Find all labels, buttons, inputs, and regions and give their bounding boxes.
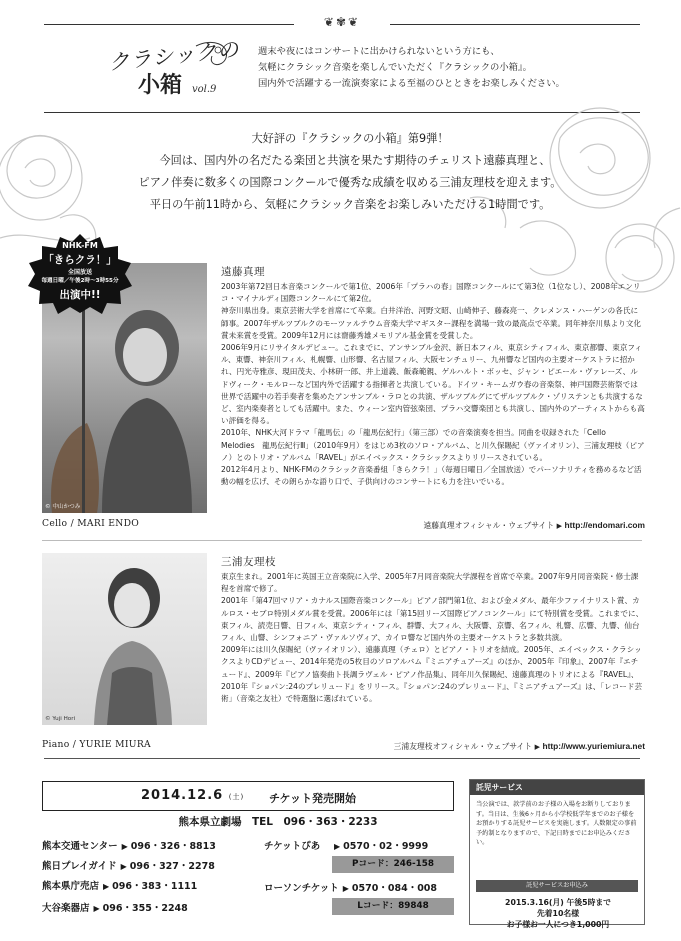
venue-contact: 熊本県立劇場 TEL 096・363・2233 [178, 816, 378, 828]
agency-name: ローソンチケット [264, 883, 339, 894]
arrow-right-icon: ▶ [534, 743, 540, 751]
bio-paragraph: 神奈川県出身。東京芸術大学を首席にて卒業。白井洋治、河野文昭、山崎伸子、藤森亮一、クレメンス・ハーゲンの各氏に師事。2007年ザルツブルクのモーツァルテウム音楽大学マギスター課程を満場一致の最高点で卒業。同年神奈川県より文化賞未来賞を受賞。2009年12月には齋藤秀雄メモリアル基金賞を受賞した。 [221, 306, 642, 340]
intro-text [258, 44, 658, 92]
arrow-right-icon: ▶ [121, 842, 128, 851]
outlet-item [42, 878, 197, 892]
lead-line: ピアノ伴奏に数多くの国際コンクールで優秀な成績を収める三浦友理枝を迎えます。 [138, 176, 562, 189]
arrow-right-icon: ▶ [120, 862, 127, 871]
agency-name: チケットぴあ [264, 841, 321, 852]
intro-line: 週末や夜にはコンサートに出かけられないという方にも、 [258, 46, 500, 57]
agency-item [264, 880, 437, 894]
outlet-name: 大谷楽器店 [42, 903, 90, 914]
ticket-sale-box [42, 781, 454, 811]
bottom-divider [44, 758, 640, 759]
outlet-tel: 096・383・1111 [112, 881, 198, 892]
outlet-tel: 096・327・2278 [129, 861, 215, 872]
outlet-item [42, 900, 188, 914]
artist-site-miura [221, 741, 645, 752]
artist-name-miura: 三浦友理枝 [221, 556, 276, 568]
sale-date-dow: (土) [228, 793, 245, 801]
bio-paragraph: 2012年4月より、NHK-FMのクラシック音楽番組「きらクラ！」（毎週日曜日／全国放送）でパーソナリティを務めるなど活動の幅を広げ、その朗らかな語り口で、子供向けのコンサートにも力を注いでいる。 [221, 465, 642, 487]
artist-photo-miura [42, 553, 207, 725]
ornament-icon: ❦✾❦ [323, 15, 361, 29]
arrow-right-icon: ▶ [103, 882, 110, 891]
arrow-right-icon: ▶ [342, 884, 349, 893]
lead-text [60, 128, 640, 216]
outlet-item [42, 858, 215, 872]
agency-item [264, 838, 320, 852]
childcare-fee: お子様お一人につき1,000円 [506, 920, 610, 929]
artist-bio-endo [221, 281, 645, 488]
artist-caption-miura: Piano / YURIE MIURA [42, 739, 151, 750]
site-url-link[interactable]: http://www.yuriemiura.net [542, 741, 645, 751]
logo-line1: クラシックの [107, 37, 241, 75]
badge-time: 毎週日曜／午後2時〜3時55分 [41, 278, 119, 284]
photo-credit: © 中山かつみ [45, 504, 81, 510]
site-url-link[interactable]: http://endomari.com [564, 520, 645, 530]
outlet-item [42, 838, 216, 852]
agency-code: Lコード：89848 [332, 898, 454, 915]
agency-tel: 0570・02・9999 [343, 841, 429, 852]
outlet-name: 熊本交通センター [42, 841, 118, 852]
top-rule [44, 15, 640, 32]
series-logo [100, 38, 240, 100]
sale-date-value: 2014.12.6 [141, 788, 224, 803]
bio-paragraph: 2003年第72回日本音楽コンクールで第1位、2006年「プラハの春」国際コンクールにて第3位（1位なし）、2008年エンリコ・マイナルディ国際コンクールにて第2位。 [221, 282, 641, 304]
sale-label: チケット発売開始 [269, 792, 357, 805]
outlet-tel: 096・355・2248 [102, 903, 188, 914]
childcare-apply-label: 託児サービスお申込み [476, 880, 638, 892]
arrow-right-icon: ▶ [93, 904, 100, 913]
rule-left [44, 24, 294, 25]
site-label: 遠藤真理オフィシャル・ウェブサイト [423, 521, 555, 530]
outlet-name: 熊本県庁売店 [42, 881, 100, 892]
artist-caption-endo: Cello / MARI ENDO [42, 518, 140, 529]
artist-site-endo [221, 520, 645, 531]
arrow-right-icon: ▶ [556, 522, 563, 530]
artist-bio-miura [221, 571, 645, 705]
pianist-silhouette-icon [42, 553, 207, 725]
outlet-name: 熊日プレイガイド [42, 861, 117, 872]
agency-tel: 0570・084・008 [351, 883, 438, 894]
arrow-right-icon: ▶ [334, 842, 341, 851]
childcare-deadline: 2015.3.16(月) 午後5時まで [505, 898, 611, 907]
outlet-tel: 096・326・8813 [130, 841, 216, 852]
lead-line: 今回は、国内外の名だたる楽団と共演を果たす期待のチェリスト遠藤真理と、 [159, 154, 551, 167]
lead-line: 大好評の『クラシックの小箱』第9弾！ [251, 132, 449, 145]
bio-paragraph: 2001年「第47回マリア・カナルス国際音楽コンクール」ピアノ部門第1位、および金メダル、最年少ファイナリスト賞、カルロス・セブロ特別メダル賞を受賞。2006年には「第15回リーズ国際ピアノコンクール」にて特別賞を受賞。これまでに、東フィル、読売日響、日フィル、東京シティ・フィル、群響、大フィル、大阪響、京響、名フィル、札響、広響、九響、仙台フィル、山響、シンフォニア・ヴァルソヴィア、カイロ響など国内外の主要オーケストラと多数共演。 [221, 596, 644, 643]
logo-vol: vol.9 [192, 84, 217, 95]
badge-station: NHK-FM [62, 241, 98, 250]
agency-code: Pコード：246-158 [332, 856, 454, 873]
bio-paragraph: 2010年、NHK大河ドラマ「龍馬伝」の「龍馬伝紀行」（第三部）での音楽演奏を担当。同曲を収録された「Cello Melodies 龍馬伝紀行Ⅲ」（2010年9月）をはじめ3枚のソロ・アルバム、と川久保賜紀（ヴァイオリン）、三浦友理枝（ピアノ）とのトリオ・アルバム「RAVEL」がエイベックス・クラシックスよりリリースされている。 [221, 428, 645, 462]
lead-line: 平日の午前11時から、気軽にクラシック音楽をお楽しみいただける1時間です。 [149, 198, 551, 211]
badge-program: 「きらクラ！」 [43, 254, 117, 266]
bio-paragraph: 東京生まれ。2001年に英国王立音楽院に入学、2005年7月同音楽院大学課程を首席で卒業。2007年9月同音楽院・修士課程を首席で修了。 [221, 572, 639, 594]
intro-line: 国内外で活躍する一流演奏家による至福のひとときをお楽しみください。 [258, 78, 565, 89]
rule-right [390, 24, 640, 25]
site-label: 三浦友理枝オフィシャル・ウェブサイト [393, 742, 533, 751]
agency-tel-row [330, 838, 428, 852]
intro-line: 気軽にクラシック音楽を楽しんでいただく『クラシックの小箱』。 [258, 62, 532, 73]
childcare-title: 託児サービス [470, 780, 644, 795]
childcare-capacity: 先着10名様 [536, 909, 580, 918]
logo-line2: 小箱 [138, 72, 183, 98]
bio-paragraph: 2009年には川久保賜紀（ヴァイオリン）、遠藤真理（チェロ）とピアノ・トリオを結成。2005年、エイベックス・クラシックスよりCDデビュー、2014年発売の5枚目のソロアルバム『ミニアチュアーズ』のほか、2005年『印象』、2007年『エチュード』、2009年『ピアノ協奏曲ト長調ラヴェル・ピアノ作品集』、同年川久保賜紀、遠藤真理のトリオによる『RAVEL』、2010年『ショパン:24のプレリュード』をリリース。『ショパン:24のプレリュード』、『ミニアチュアーズ』は、「レコード芸術」（音楽之友社）で特選盤に選ばれている。 [221, 645, 643, 704]
childcare-service-box [469, 779, 645, 929]
childcare-body: 当公演では、款学前のお子様の入場をお断りしております。当日は、生後6ヶ月から小学校低学年までのお子様をお預かりする託児サービスを実施します。人数限定の事前予約制となりますので、下記日時までにお申込みください。 [476, 801, 637, 847]
sale-date [141, 788, 244, 803]
badge-network: 全国放送 [67, 269, 92, 276]
artist-name-endo: 遠藤真理 [221, 266, 265, 278]
artist-separator [42, 540, 642, 541]
photo-credit: © Yuji Hori [45, 716, 76, 722]
badge-on-air: 出演中!! [59, 289, 101, 301]
nhk-fm-badge [26, 232, 134, 314]
bio-paragraph: 2006年9月にリサイタルデビュー。これまでに、アンサンブル金沢、新日本フィル、東京シティフィル、東京都響、東京フィル、東響、神奈川フィル、札幌響、山形響、名古屋フィル、大阪センチュリー、九州響など国内の主要オーケストラに招かれ、円光寺雅彦、現田茂夫、小林研一郎、井上道義、飯森範親、ゲルハルト・ボッセ、ジャン・ピエール・ヴァレーズ、ルドヴィーク・モルローなど国内外で活躍する指揮者と共演している。ドイツ・キームガウ春の音楽祭、神戸国際芸術祭では世界で活躍中の若手奏者を集めたアンサンブル・ラロとの共演、ザルツブルグにてザルツブルク・ゾリステンとも共演するなど、室内楽奏者としても活躍中。また、ウィーン室内管弦楽団、プラハ交響楽団とも共演し、国内外のアーティストからも高い評価を得る。 [221, 343, 645, 426]
